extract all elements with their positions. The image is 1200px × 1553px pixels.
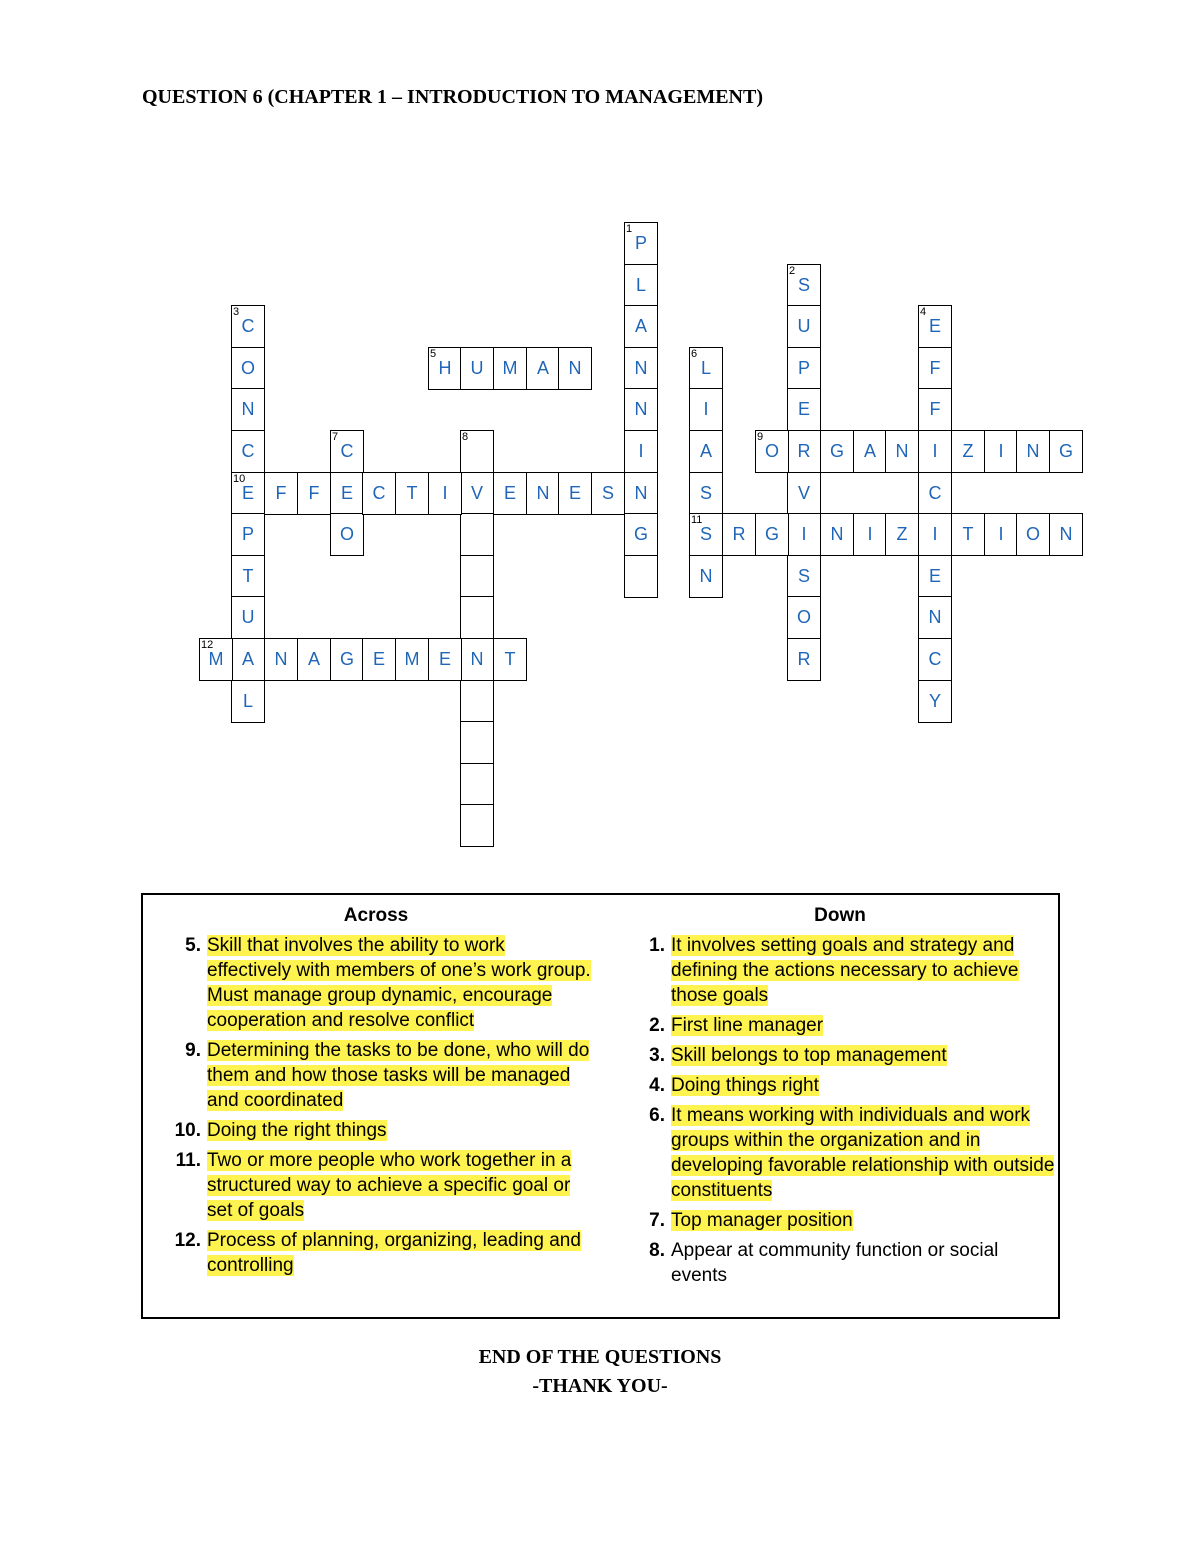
crossword-cell [460, 680, 494, 723]
crossword-cell [395, 638, 429, 681]
clue-number-label: 9. [185, 1040, 201, 1061]
answer-letter: E [797, 399, 810, 419]
crossword-cell [689, 555, 723, 598]
clue-number-label: 6. [649, 1105, 665, 1126]
answer-letter: N [536, 483, 550, 503]
answer-letter: E [340, 483, 353, 503]
crossword-cell [558, 347, 592, 390]
crossword-cell [231, 347, 265, 390]
crossword-cell [526, 347, 560, 390]
clue-number-label: 11. [175, 1150, 201, 1171]
answer-letter: F [929, 399, 941, 419]
clue-text: First line manager [671, 1015, 824, 1036]
clue-text: Doing the right things [207, 1120, 387, 1141]
answer-letter: N [699, 566, 713, 586]
answer-letter: P [634, 233, 647, 253]
crossword-cell [787, 555, 821, 598]
clue-number: 8 [462, 431, 469, 443]
crossword-cell [231, 680, 265, 723]
clue-number: 6 [691, 348, 698, 360]
crossword-cell [231, 596, 265, 639]
crossword-cell [493, 638, 527, 681]
answer-letter: S [601, 483, 614, 503]
crossword-cell [689, 430, 723, 473]
clue-item [625, 1073, 1055, 1098]
crossword-cell [460, 472, 494, 515]
crossword-cell [395, 472, 429, 515]
clue-text: Process of planning, organizing, leading and controlling [207, 1230, 581, 1276]
answer-letter: E [928, 316, 941, 336]
answer-letter: A [699, 441, 712, 461]
crossword-cell [460, 763, 494, 806]
down-clues [625, 905, 1055, 1293]
answer-letter: S [797, 566, 810, 586]
answer-letter: S [699, 483, 712, 503]
answer-letter: A [863, 441, 876, 461]
crossword-cell [787, 430, 821, 473]
crossword-cell [918, 305, 952, 348]
clue-number: 4 [920, 306, 927, 318]
crossword-cell [264, 472, 298, 515]
crossword-cell [918, 430, 952, 473]
clue-item [625, 933, 1055, 1008]
crossword-cell [231, 472, 265, 515]
clue-item [161, 933, 591, 1033]
clue-number-label: 10. [174, 1120, 201, 1141]
crossword-cell [755, 430, 789, 473]
answer-letter: U [470, 358, 484, 378]
answer-letter: N [274, 649, 288, 669]
answer-letter: N [241, 399, 255, 419]
crossword-cell [918, 513, 952, 556]
answer-letter: T [406, 483, 418, 503]
crossword-cell [787, 264, 821, 307]
answer-letter: E [568, 483, 581, 503]
answer-letter: E [503, 483, 516, 503]
clue-item [161, 1148, 591, 1223]
clue-item [625, 1043, 1055, 1068]
answer-letter: P [797, 358, 810, 378]
answer-letter: T [962, 524, 974, 544]
clue-number-label: 5. [185, 935, 201, 956]
answer-letter: N [470, 649, 484, 669]
crossword-cell [428, 638, 462, 681]
clue-number-label: 3. [649, 1045, 665, 1066]
crossword-cell [885, 513, 919, 556]
clue-item [625, 1238, 1055, 1288]
crossword-cell [624, 264, 658, 307]
crossword-cell [231, 513, 265, 556]
clue-text: Determining the tasks to be done, who will do them and how those tasks will be managed and coordinated [207, 1040, 590, 1111]
crossword-cell [787, 347, 821, 390]
crossword-cell [951, 430, 985, 473]
answer-letter: G [764, 524, 779, 544]
crossword-cell [460, 596, 494, 639]
answer-letter: E [438, 649, 451, 669]
crossword-cell [984, 513, 1018, 556]
answer-letter: C [372, 483, 386, 503]
answer-letter: F [929, 358, 941, 378]
crossword-cell [460, 638, 494, 681]
clue-text: Skill belongs to top management [671, 1045, 947, 1066]
crossword-cell [918, 680, 952, 723]
crossword-cell [493, 472, 527, 515]
clue-number: 2 [789, 265, 796, 277]
answer-letter: Z [896, 524, 908, 544]
clue-item [161, 1118, 591, 1143]
crossword-cell [918, 347, 952, 390]
answer-letter: L [700, 358, 711, 378]
crossword-cell [918, 472, 952, 515]
answer-letter: A [634, 316, 647, 336]
clue-number: 1 [626, 223, 633, 235]
clues-box [141, 893, 1060, 1319]
answer-letter: N [928, 607, 942, 627]
crossword-cell [558, 472, 592, 515]
answer-letter: U [241, 607, 255, 627]
answer-letter: I [867, 524, 873, 544]
answer-letter: N [830, 524, 844, 544]
answer-letter: N [1026, 441, 1040, 461]
clue-item [161, 1038, 591, 1113]
crossword-cell [722, 513, 756, 556]
answer-letter: P [241, 524, 254, 544]
crossword-cell [199, 638, 233, 681]
crossword-cell [362, 638, 396, 681]
answer-letter: N [568, 358, 582, 378]
clue-text: Skill that involves the ability to work effectively with members of one’s work group. Must manage group dynamic, encourage cooperation and resolve conflict [207, 935, 591, 1031]
clue-item [625, 1013, 1055, 1038]
answer-letter: N [634, 399, 648, 419]
crossword-cell [755, 513, 789, 556]
down-heading: Down [814, 905, 866, 926]
answer-letter: I [998, 441, 1004, 461]
clue-number-label: 1. [649, 935, 665, 956]
crossword-cell [853, 513, 887, 556]
crossword-cell [330, 430, 364, 473]
clue-number: 7 [332, 431, 339, 443]
answer-letter: S [797, 275, 810, 295]
answer-letter: I [932, 441, 938, 461]
crossword-cell [1016, 513, 1050, 556]
answer-letter: N [634, 483, 648, 503]
crossword-cell [918, 388, 952, 431]
answer-letter: G [633, 524, 648, 544]
crossword-cell [820, 430, 854, 473]
answer-letter: A [536, 358, 549, 378]
answer-letter: C [241, 441, 255, 461]
answer-letter: I [998, 524, 1004, 544]
crossword-cell [231, 388, 265, 431]
answer-letter: O [240, 358, 255, 378]
across-clues [161, 905, 591, 1283]
answer-letter: T [242, 566, 254, 586]
answer-letter: C [928, 649, 942, 669]
answer-letter: G [829, 441, 844, 461]
crossword-cell [1016, 430, 1050, 473]
answer-letter: N [1059, 524, 1073, 544]
answer-letter: E [241, 483, 254, 503]
answer-letter: R [732, 524, 746, 544]
clue-text: Doing things right [671, 1075, 819, 1096]
crossword-cell [624, 305, 658, 348]
clue-number-label: 4. [649, 1075, 665, 1096]
crossword-cell [362, 472, 396, 515]
across-heading: Across [343, 905, 409, 926]
clue-number: 12 [201, 639, 214, 651]
end-of-questions: END OF THE QUESTIONS [478, 1346, 722, 1368]
answer-letter: E [928, 566, 941, 586]
answer-letter: H [438, 358, 452, 378]
clue-number: 5 [430, 348, 437, 360]
crossword-cell [787, 596, 821, 639]
crossword-cell [330, 472, 364, 515]
answer-letter: O [339, 524, 354, 544]
answer-letter: I [932, 524, 938, 544]
crossword-cell [297, 472, 331, 515]
clue-text: Appear at community function or social events [671, 1240, 999, 1286]
crossword-cell [1049, 513, 1083, 556]
crossword-cell [428, 472, 462, 515]
crossword-cell [460, 430, 494, 473]
crossword-cell [820, 513, 854, 556]
crossword-cell [231, 638, 265, 681]
answer-letter: S [699, 524, 712, 544]
answer-letter: F [308, 483, 320, 503]
crossword-cell [297, 638, 331, 681]
crossword-cell [787, 513, 821, 556]
crossword-cell [460, 721, 494, 764]
crossword-cell [918, 555, 952, 598]
crossword-cell [951, 513, 985, 556]
answer-letter: V [470, 483, 483, 503]
crossword-cell [330, 513, 364, 556]
answer-letter: A [241, 649, 254, 669]
clue-number-label: 2. [649, 1015, 665, 1036]
crossword-cell [689, 388, 723, 431]
answer-letter: I [703, 399, 709, 419]
clue-text: It involves setting goals and strategy and defining the actions necessary to achieve those goals [671, 935, 1019, 1006]
answer-letter: E [372, 649, 385, 669]
answer-letter: Z [962, 441, 974, 461]
clue-number: 9 [757, 431, 764, 443]
crossword-cell [624, 513, 658, 556]
crossword-cell [460, 555, 494, 598]
answer-letter: U [797, 316, 811, 336]
answer-letter: I [638, 441, 644, 461]
crossword-cell [460, 347, 494, 390]
clue-number-label: 8. [649, 1240, 665, 1261]
answer-letter: C [928, 483, 942, 503]
clue-item [625, 1103, 1055, 1203]
answer-letter: G [1058, 441, 1073, 461]
crossword-cell [984, 430, 1018, 473]
clue-number: 10 [233, 473, 246, 485]
crossword-cell [526, 472, 560, 515]
clue-number: 3 [233, 306, 240, 318]
crossword-cell [428, 347, 462, 390]
answer-letter: I [442, 483, 448, 503]
crossword-cell [918, 638, 952, 681]
answer-letter: V [797, 483, 810, 503]
clue-text: Two or more people who work together in a structured way to achieve a specific goal or set of goals [207, 1150, 572, 1221]
answer-letter: M [502, 358, 518, 378]
answer-letter: G [339, 649, 354, 669]
clue-item [161, 1228, 591, 1278]
crossword-cell [787, 638, 821, 681]
answer-letter: N [895, 441, 909, 461]
answer-letter: R [797, 441, 811, 461]
crossword-cell [918, 596, 952, 639]
page-title: QUESTION 6 (CHAPTER 1 – INTRODUCTION TO MANAGEMENT) [142, 86, 763, 108]
clue-text: It means working with individuals and work groups within the organization and in developing favorable relationship with outside constituents [671, 1105, 1055, 1201]
answer-letter: C [241, 316, 255, 336]
crossword-cell [689, 347, 723, 390]
crossword-cell [231, 305, 265, 348]
answer-letter: A [307, 649, 320, 669]
answer-letter: F [275, 483, 287, 503]
answer-letter: M [208, 649, 224, 669]
crossword-cell [689, 513, 723, 556]
crossword-cell [853, 430, 887, 473]
crossword-cell [689, 472, 723, 515]
answer-letter: O [796, 607, 811, 627]
crossword-cell [624, 347, 658, 390]
answer-letter: M [404, 649, 420, 669]
crossword-cell [493, 347, 527, 390]
crossword-cell [787, 305, 821, 348]
crossword-cell [231, 430, 265, 473]
answer-letter: O [764, 441, 779, 461]
crossword-cell [624, 472, 658, 515]
answer-letter: I [801, 524, 807, 544]
crossword-cell [624, 388, 658, 431]
crossword-cell [460, 513, 494, 556]
answer-letter: L [242, 691, 253, 711]
crossword-cell [330, 638, 364, 681]
crossword-cell [787, 472, 821, 515]
crossword-cell [1049, 430, 1083, 473]
answer-letter: T [504, 649, 516, 669]
crossword-cell [231, 555, 265, 598]
crossword-cell [624, 430, 658, 473]
crossword-cell [787, 388, 821, 431]
crossword-cell [624, 555, 658, 598]
crossword-cell [264, 638, 298, 681]
clue-number-label: 12. [174, 1230, 201, 1251]
crossword-cell [591, 472, 625, 515]
answer-letter: C [340, 441, 354, 461]
answer-letter: O [1025, 524, 1040, 544]
answer-letter: L [635, 275, 646, 295]
crossword-cell [624, 222, 658, 265]
clue-item [625, 1208, 1055, 1233]
clue-text: Top manager position [671, 1210, 853, 1231]
answer-letter: N [634, 358, 648, 378]
crossword-cell [885, 430, 919, 473]
answer-letter: Y [928, 691, 941, 711]
thank-you: -THANK YOU- [532, 1375, 668, 1397]
answer-letter: R [797, 649, 811, 669]
clue-number-label: 7. [649, 1210, 665, 1231]
clue-number: 11 [691, 514, 703, 526]
crossword-cell [460, 804, 494, 847]
